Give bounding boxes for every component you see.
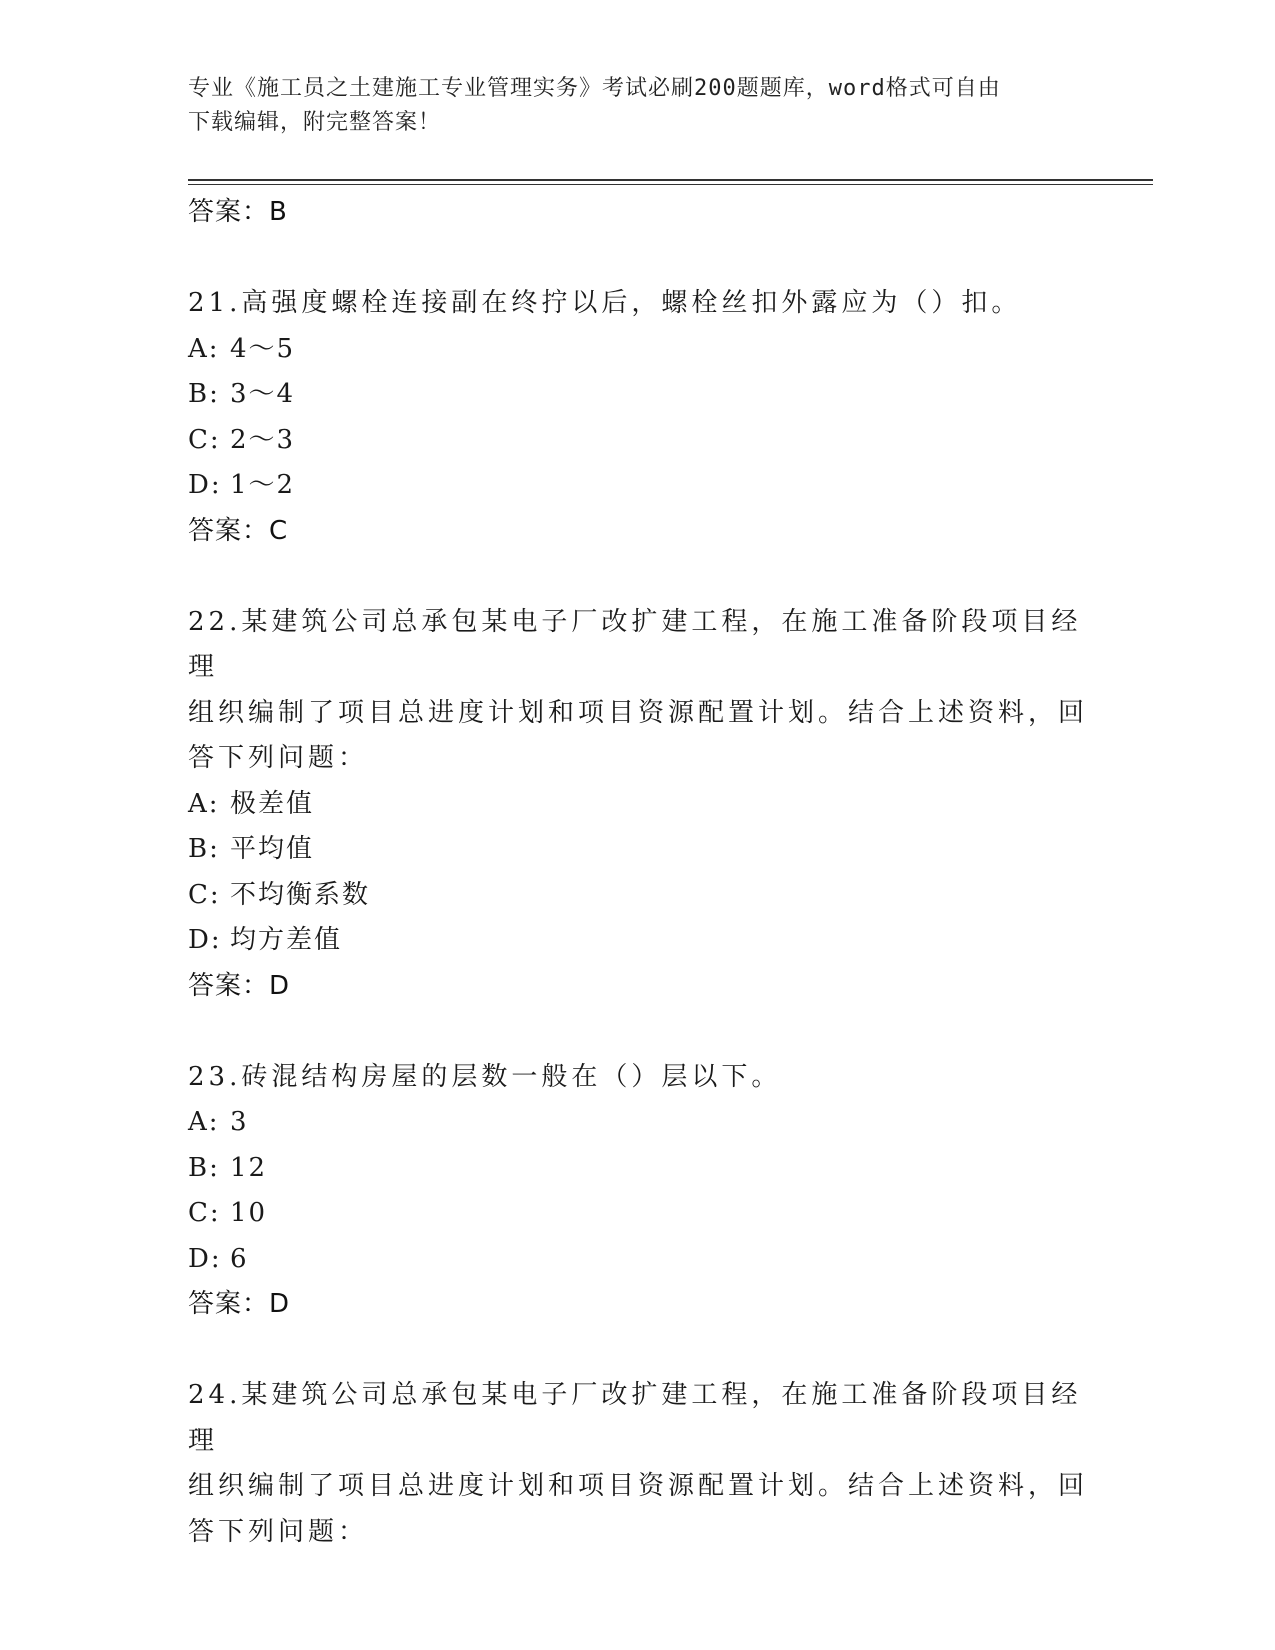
option-letter: C: [188, 879, 221, 910]
header-line-2: 下载编辑，附完整答案！ [188, 110, 442, 135]
question-text [188, 1055, 1088, 1101]
option-b [188, 372, 1088, 418]
option-text: 6 [230, 1243, 249, 1274]
option-c [188, 418, 1088, 464]
question-text [188, 1373, 1088, 1555]
option-letter: B: [188, 379, 220, 409]
question-23 [188, 1055, 1088, 1327]
option-d [188, 918, 1088, 964]
option-a [188, 327, 1088, 373]
option-letter: A: [188, 788, 220, 819]
question-text [188, 281, 1088, 327]
option-c [188, 873, 1088, 919]
option-text: 不均衡系数 [230, 879, 371, 910]
option-b [188, 827, 1088, 873]
option-text: 均方差值 [230, 925, 343, 955]
answer-line: 答案：D [188, 970, 291, 1001]
header-divider-thick [188, 179, 1153, 181]
option-text: 极差值 [230, 788, 315, 819]
question-line: 24.某建筑公司总承包某电子厂改扩建工程，在施工准备阶段项目经理 [188, 1380, 1082, 1456]
document-body [188, 190, 1088, 1555]
option-text: 10 [230, 1198, 268, 1228]
question-text [188, 600, 1088, 782]
option-letter: B: [188, 834, 220, 864]
option-text: 3 [230, 1107, 249, 1137]
option-d [188, 1237, 1088, 1283]
question-line: 22.某建筑公司总承包某电子厂改扩建工程，在施工准备阶段项目经理 [188, 606, 1082, 682]
option-a [188, 782, 1088, 828]
option-letter: C: [188, 424, 221, 455]
question-21 [188, 281, 1088, 553]
question-line: 组织编制了项目总进度计划和项目资源配置计划。结合上述资料，回 [188, 697, 1089, 728]
option-letter: D: [188, 925, 222, 955]
question-line: 答下列问题： [188, 743, 369, 773]
option-letter: A: [188, 1107, 220, 1137]
option-letter: D: [188, 1243, 222, 1274]
question-24 [188, 1373, 1088, 1555]
option-c [188, 1191, 1088, 1237]
option-text: 平均值 [230, 834, 315, 864]
question-line: 答下列问题： [188, 1516, 369, 1547]
option-letter: D: [188, 470, 222, 500]
question-line: 组织编制了项目总进度计划和项目资源配置计划。结合上述资料，回 [188, 1471, 1089, 1501]
question-22 [188, 600, 1088, 1008]
question-line: 21.高强度螺栓连接副在终拧以后，螺栓丝扣外露应为（）扣。 [188, 288, 1022, 318]
option-letter: B: [188, 1152, 220, 1183]
answer-line: 答案：D [188, 1289, 291, 1319]
option-d [188, 463, 1088, 509]
header-divider-thin [188, 184, 1153, 185]
option-letter: A: [188, 333, 220, 364]
option-text: 3～4 [230, 379, 296, 409]
header-line-1: 专业《施工员之土建施工专业管理实务》考试必刷200题题库，word格式可自由 [188, 76, 1001, 101]
option-text: 1～2 [230, 470, 296, 500]
option-a [188, 1100, 1088, 1146]
option-b [188, 1146, 1088, 1192]
question-line: 23.砖混结构房屋的层数一般在（）层以下。 [188, 1061, 782, 1092]
option-letter: C: [188, 1198, 221, 1228]
document-header [188, 72, 1068, 140]
answer-line: 答案：C [188, 515, 289, 546]
option-text: 2～3 [230, 424, 296, 455]
option-text: 12 [230, 1152, 268, 1183]
previous-answer: 答案：B [188, 197, 288, 227]
option-text: 4～5 [230, 333, 296, 364]
